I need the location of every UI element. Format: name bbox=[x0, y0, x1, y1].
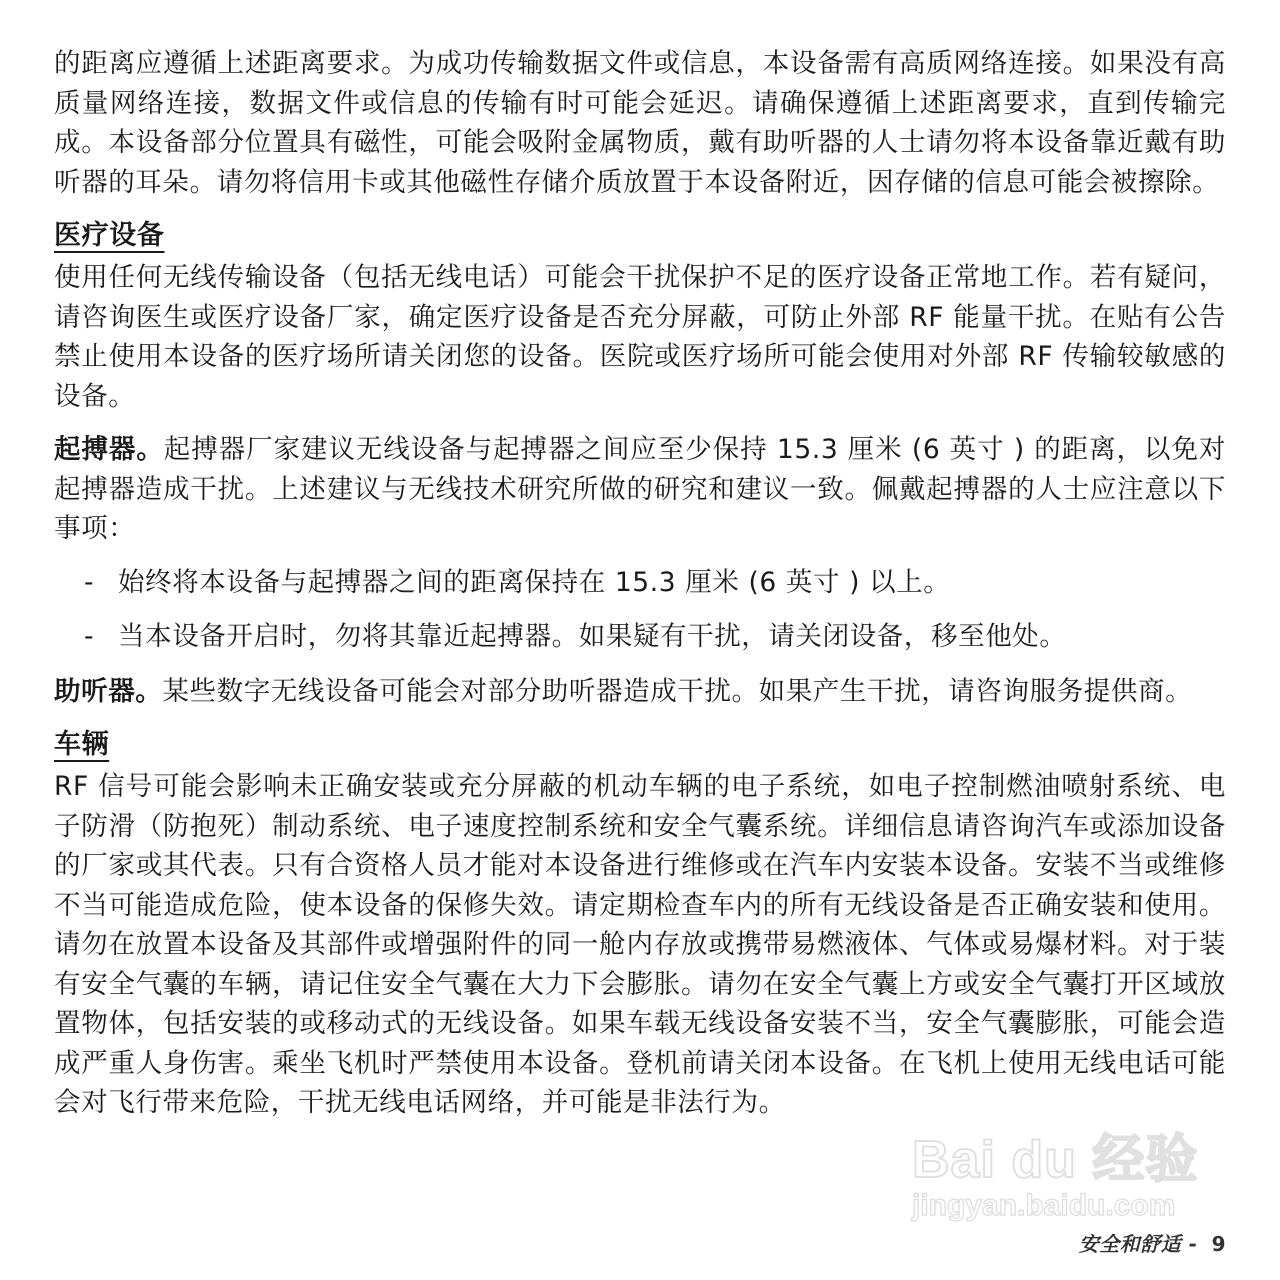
pacemaker-lead: 起搏器。 bbox=[54, 434, 164, 465]
list-item: - 当本设备开启时，勿将其靠近起搏器。如果疑有干扰，请关闭设备，移至他处。 bbox=[54, 617, 1226, 657]
dash-bullet: - bbox=[84, 621, 95, 652]
watermark-url: jingyan.baidu.com bbox=[912, 1189, 1176, 1222]
intro-paragraph: 的距离应遵循上述距离要求。为成功传输数据文件或信息，本设备需有高质网络连接。如果没有高质量网络连接，数据文件或信息的传输有时可能会延迟。请确保遵循上述距离要求，直到传输完成。本设备部分位置具有磁性，可能会吸附金属物质，戴有助听器的人士请勿将本设备靠近戴有助听器的耳朵。请勿将信用卡或其他磁性存储介质放置于本设备附近，因存储的信息可能会被擦除。 bbox=[54, 48, 1226, 198]
list-item: - 始终将本设备与起搏器之间的距离保持在 15.3 厘米 (6 英寸 ) 以上。 bbox=[54, 563, 1226, 603]
baidu-watermark-logo bbox=[912, 1132, 1212, 1228]
pacemaker-paragraph bbox=[54, 430, 1226, 549]
document-page bbox=[54, 44, 1226, 1123]
hearing-aids-text: 某些数字无线设备可能会对部分助听器造成干扰。如果产生干扰，请咨询服务提供商。 bbox=[162, 675, 1193, 707]
page-footer bbox=[1079, 1228, 1226, 1257]
vehicles-paragraph: RF 信号可能会影响未正确安装或充分屏蔽的机动车辆的电子系统，如电子控制燃油喷射系统、电子防滑（防抱死）制动系统、电子速度控制系统和安全气囊系统。详细信息请咨询汽车或添加设备的厂家或其代表。只有合资格人员才能对本设备进行维修或在汽车内安装本设备。安装不当或维修不当可能造成危险，使本设备的保修失效。请定期检查车内的所有无线设备是否正确安装和使用。请勿在放置本设备及其部件或增强附件的同一舱内存放或携带易燃液体、气体或易爆材料。对于装有安全气囊的车辆，请记住安全气囊在大力下会膨胀。请勿在安全气囊上方或安全气囊打开区域放置物体，包括安装的或移动式的无线设备。如果车载无线设备安装不当，安全气囊膨胀，可能会造成严重人身伤害。乘坐飞机时严禁使用本设备。登机前请关闭本设备。在飞机上使用无线电话可能会对飞行带来危险，干扰无线电话网络，并可能是非法行为。 bbox=[54, 771, 1226, 1118]
pacemaker-list bbox=[54, 563, 1226, 657]
medical-paragraph: 使用任何无线传输设备（包括无线电话）可能会干扰保护不足的医疗设备正常地工作。若有疑问，请咨询医生或医疗设备厂家，确定医疗设备是否充分屏蔽，可防止外部 RF 能量干扰。在贴有公告禁止使用本设备的医疗场所请关闭您的设备。医院或医疗场所可能会使用对外部 RF 传输较敏感的设备。 bbox=[54, 262, 1226, 412]
hearing-aids-paragraph bbox=[54, 672, 1226, 712]
footer-section-title: 安全和舒适 - bbox=[1078, 1232, 1198, 1256]
pacemaker-text: 起搏器厂家建议无线设备与起搏器之间应至少保持 15.3 厘米 (6 英寸 ) 的距离，以免对起搏器造成干扰。上述建议与无线技术研究所做的研究和建议一致。佩戴起搏器的人士应注意以下事项： bbox=[54, 434, 1226, 544]
hearing-aids-lead: 助听器。 bbox=[54, 675, 163, 707]
watermark-logo-text: Bai du 经验 bbox=[912, 1131, 1199, 1189]
page-number: 9 bbox=[1211, 1232, 1226, 1256]
dash-bullet: - bbox=[84, 566, 95, 598]
section-heading-medical: 医疗设备 bbox=[54, 220, 165, 251]
section-heading-vehicles: 车辆 bbox=[54, 729, 110, 760]
